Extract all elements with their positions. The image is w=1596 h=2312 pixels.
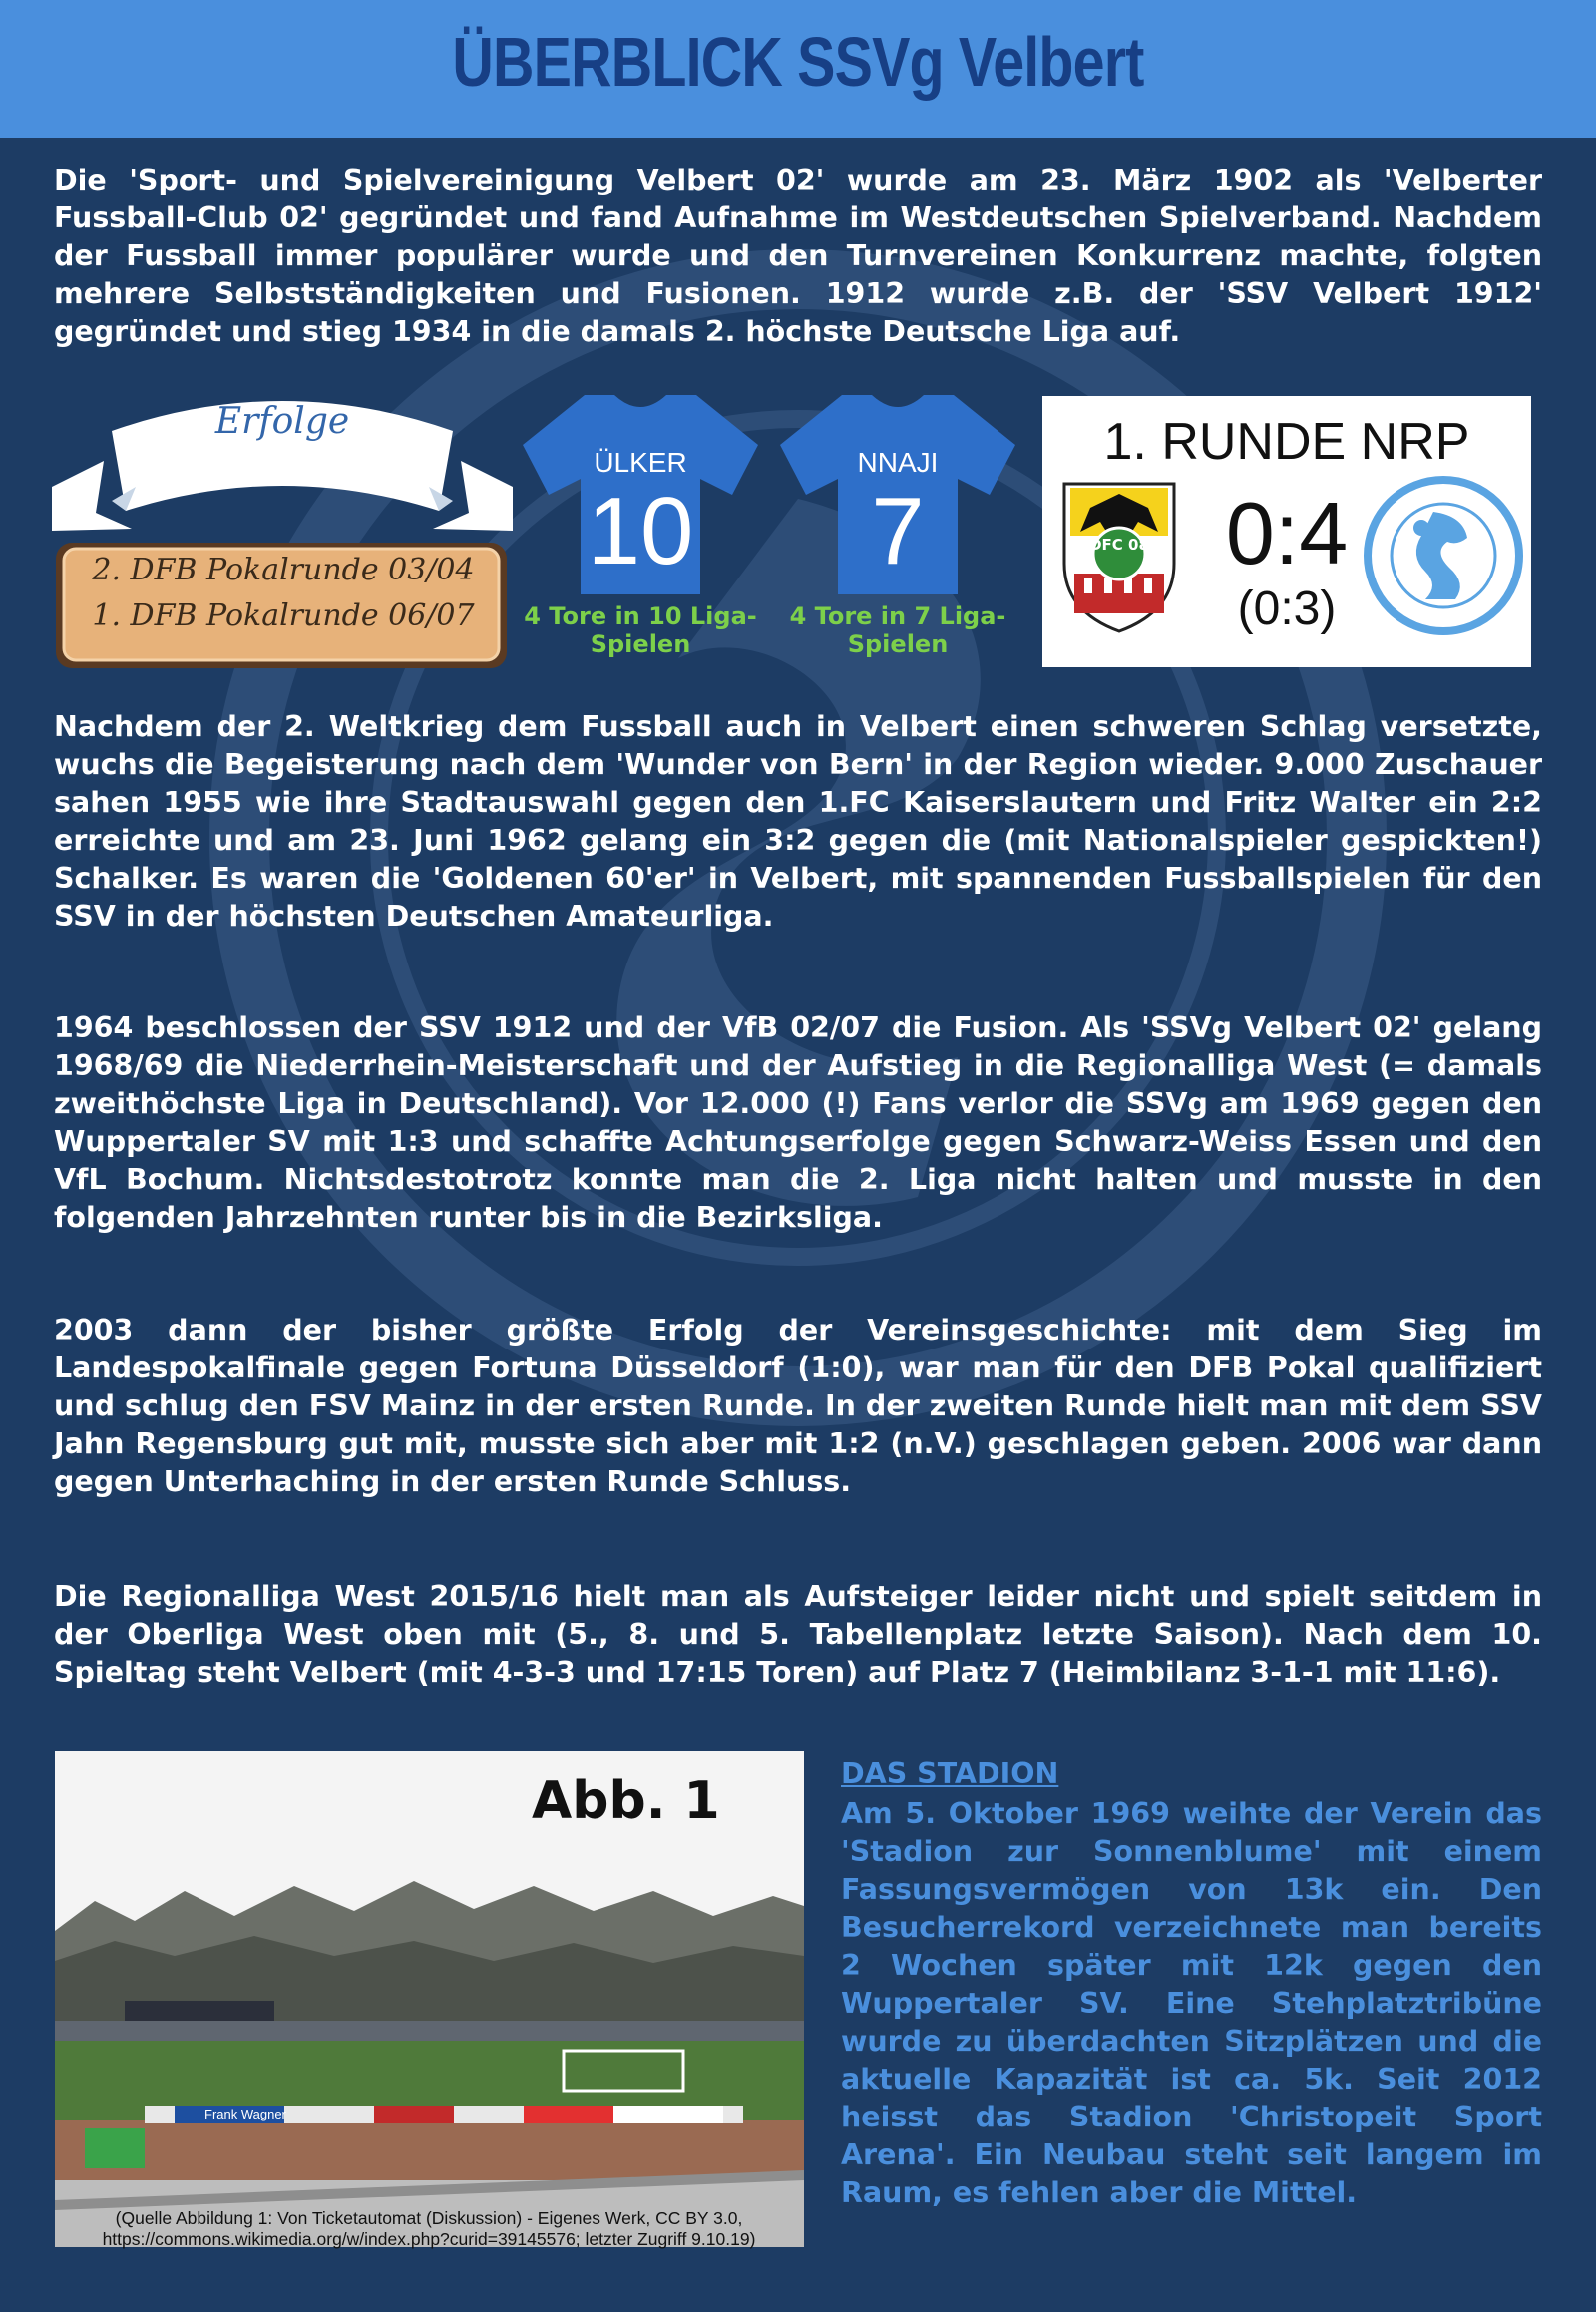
stadium-ad-sign: Frank Wagner <box>204 2107 286 2121</box>
achievement-item: 2. DFB Pokalrunde 03/04 <box>92 553 475 587</box>
achievement-item: 1. DFB Pokalrunde 06/07 <box>92 598 475 633</box>
crest-text: DFC 08 <box>1089 536 1149 554</box>
stadium-photo <box>55 1751 804 2247</box>
achievements-banner-label: Erfolge <box>214 401 350 442</box>
velbert-crest-icon <box>1364 476 1523 635</box>
player-stats: 4 Tore in 7 Liga-Spielen <box>789 602 1006 658</box>
halftime-score: (0:3) <box>1237 582 1337 635</box>
achievements-panel <box>52 391 513 680</box>
page-title: ÜBERBLICK SSVg Velbert <box>452 23 1144 101</box>
match-score: 0:4 <box>1225 484 1349 582</box>
photo-caption-line: (Quelle Abbildung 1: Von Ticketautomat (Diskussion) - Eigenes Werk, CC BY 3.0, <box>115 2208 743 2228</box>
player-number: 7 <box>871 478 925 584</box>
stadium-paragraph: Am 5. Oktober 1969 weihte der Verein das 'Stadion zur Sonnenblume' mit einem Fassungsvermögen von 13k ein. Den Besucherrekord verzeichnete man bereits 2 Wochen später mit 12k gegen den Wuppertaler SV. Eine Stehplatztribüne wurde zu überdachten Sitzplätzen und die aktuelle Kapazität ist ca. 5k. Seit 2012 heisst das Stadion 'Christopeit Sport Arena'. Ein Neubau steht seit langem im Raum, es fehlen aber die Mittel. <box>841 1797 1542 2209</box>
player-card-uelker <box>523 395 758 694</box>
history-paragraph-current: Die Regionalliga West 2015/16 hielt man als Aufsteiger leider nicht und spielt seitdem in der Oberliga West oben mit (5., 8. und 5. Tabellenplatz letzte Saison). Nach dem 10. Spieltag steht Velbert (mit 4-3-3 und 17:15 Toren) auf Platz 7 (Heimbilanz 3-1-1 mit 11:6). <box>54 1580 1542 1689</box>
history-paragraph-fusion: 1964 beschlossen der SSV 1912 und der VfB 02/07 die Fusion. Als 'SSVg Velbert 02' gelang 1968/69 die Niederrhein-Meisterschaft und der Aufstieg in die Regionalliga West (= damals zweithöchste Liga in Deutschland). Vor 12.000 (!) Fans verlor die SSVg am 1969 gegen den Wuppertaler SV mit 1:3 und schaffte Achtungserfolge gegen Schwarz-Weiss Essen und den VfL Bochum. Nichtsdestotrotz konnte man die 2. Liga nicht halten und musste in den folgenden Jahrzehnten runter bis in die Bezirksliga. <box>54 1011 1542 1234</box>
result-title: 1. RUNDE NRP <box>1103 413 1470 471</box>
stadium-heading: DAS STADION <box>841 1757 1059 1790</box>
player-card-nnaji <box>780 395 1015 694</box>
player-stats: 4 Tore in 10 Liga-Spielen <box>524 602 757 658</box>
history-paragraph-dfb-pokal: 2003 dann der bisher größte Erfolg der Vereinsgeschichte: mit dem Sieg im Landespokalfinale gegen Fortuna Düsseldorf (1:0), war man für den DFB Pokal qualifiziert und schlug den FSV Mainz in der ersten Runde. In der zweiten Runde hielt man mit dem SSV Jahn Regensburg gut mit, musste sich aber mit 1:2 (n.V.) geschlagen geben. 2006 war dann gegen Unterhaching in der ersten Runde Schluss. <box>54 1314 1542 1498</box>
figure-label: Abb. 1 <box>532 1771 720 1831</box>
duisburg-crest-icon <box>1060 478 1178 635</box>
cup-result-card <box>1042 396 1531 667</box>
photo-caption-line: https://commons.wikimedia.org/w/index.php?curid=39145576; letzter Zugriff 9.10.19) <box>102 2229 756 2249</box>
player-name: ÜLKER <box>594 447 687 478</box>
photo-caption <box>0 2208 858 2250</box>
history-paragraph-founding: Die 'Sport- und Spielvereinigung Velbert 02' wurde am 23. März 1902 als 'Velberter Fussball-Club 02' gegründet und fand Aufnahme im Westdeutschen Spielverband. Nachdem der Fussball immer populärer wurde und den Turnvereinen Konkurrenz machte, folgten mehrere Selbstständigkeiten und Fusionen. 1912 wurde z.B. der 'SSV Velbert 1912' gegründet und stieg 1934 in die damals 2. höchste Deutsche Liga auf. <box>54 164 1542 348</box>
player-name: NNAJI <box>857 447 939 478</box>
player-number: 10 <box>587 478 694 584</box>
history-paragraph-postwar: Nachdem der 2. Weltkrieg dem Fussball auch in Velbert einen schweren Schlag versetzte, wuchs die Begeisterung nach dem 'Wunder von Bern' in der Region wieder. 9.000 Zuschauer sahen 1955 wie ihre Stadtauswahl gegen den 1.FC Kaiserslautern und Fritz Walter ein 2:2 erreichte und am 23. Juni 1962 gelang ein 3:2 gegen die (mit Nationalspieler gespickten!) Schalker. Es waren die 'Goldenen 60'er' in Velbert, mit spannenden Fussballspielen für den SSV in der höchsten Deutschen Amateurliga. <box>54 710 1542 933</box>
